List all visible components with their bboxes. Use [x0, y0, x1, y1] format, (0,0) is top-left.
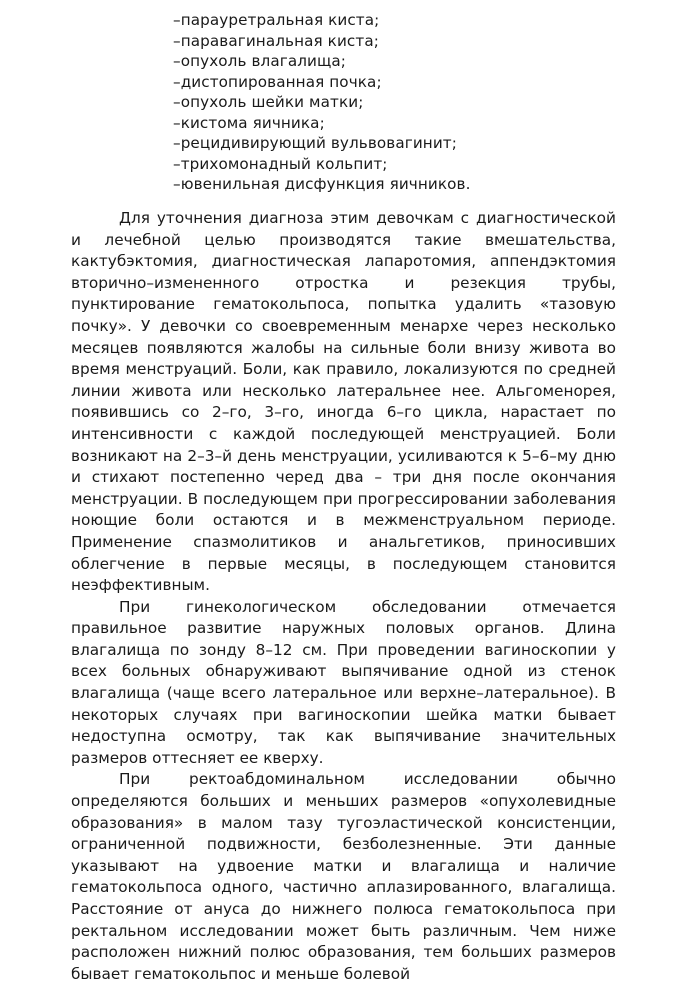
- list-item: –дистопированная почка;: [173, 72, 382, 91]
- body-text: [71, 208, 616, 985]
- diagnosis-list: [173, 10, 643, 195]
- paragraph-rectoabdominal-exam: При ректоабдоминальном исследовании обычно определяются больших и меньших размеров «опухолевидные образования» в малом тазу тугоэластической консистенции, ограниченной подвижности, безболезненные. Эти данные указывают на удвоение матки и влагалища и наличие гематокольпоса одного, частично аплазированного, влагалища. Расстояние от ануса до нижнего полюса гематокольпоса при ректальном исследовании может быть различным. Чем ниже расположен нижний полюс образования, тем больших размеров бывает гематокольпос и меньше болевой: [71, 770, 616, 983]
- list-item: –паравагинальная киста;: [173, 31, 379, 50]
- list-item: –ювенильная дисфункция яичников.: [173, 175, 471, 193]
- list-item: –трихомонадный кольпит;: [173, 154, 388, 173]
- list-item: –рецидивирующий вульвовагинит;: [173, 134, 457, 152]
- list-item: –парауретральная киста;: [173, 11, 380, 29]
- list-item: –опухоль шейки матки;: [173, 93, 364, 111]
- list-item: –кистома яичника;: [173, 113, 325, 132]
- paragraph-diagnosis-clarification: Для уточнения диагноза этим девочкам с диагностической и лечебной целью производятся такие вмешательства, кактубэктомия, диагностическая лапаротомия, аппендэктомия вторично–измененного отростка и резекция трубы, пунктирование гематокольпоса, попытка удалить «тазовую почку». У девочки со своевременным менархе через несколько месяцев появляются жалобы на сильные боли внизу живота во время менструаций. Боли, как правило, локализуются по средней линии живота или несколько латеральнее нее. Альгоменорея, появившись со 2–го, 3–го, иногда 6–го цикла, нарастает по интенсивности с каждой последующей менструацией. Боли возникают на 2–3–й день менструации, усиливаются к 5–6–му дню и стихают постепенно черед два – три дня после окончания менструации. В последующем при прогрессировании заболевания ноющие боли остаются и в межменструальном периоде. Применение спазмолитиков и анальгетиков, приносивших облегчение в первые месяцы, в последующем становится неэффективным.: [71, 209, 616, 595]
- paragraph-gynecological-exam: При гинекологическом обследовании отмечается правильное развитие наружных половых органов. Длина влагалища по зонду 8–12 см. При проведении вагиноскопии у всех больных обнаруживают выпячивание одной из стенок влагалища (чаще всего латеральное или верхне–латеральное). В некоторых случаях при вагиноскопии шейка матки бывает недоступна осмотру, так как выпячивание значительных размеров оттесняет ее кверху.: [71, 597, 616, 767]
- list-item: –опухоль влагалища;: [173, 52, 347, 70]
